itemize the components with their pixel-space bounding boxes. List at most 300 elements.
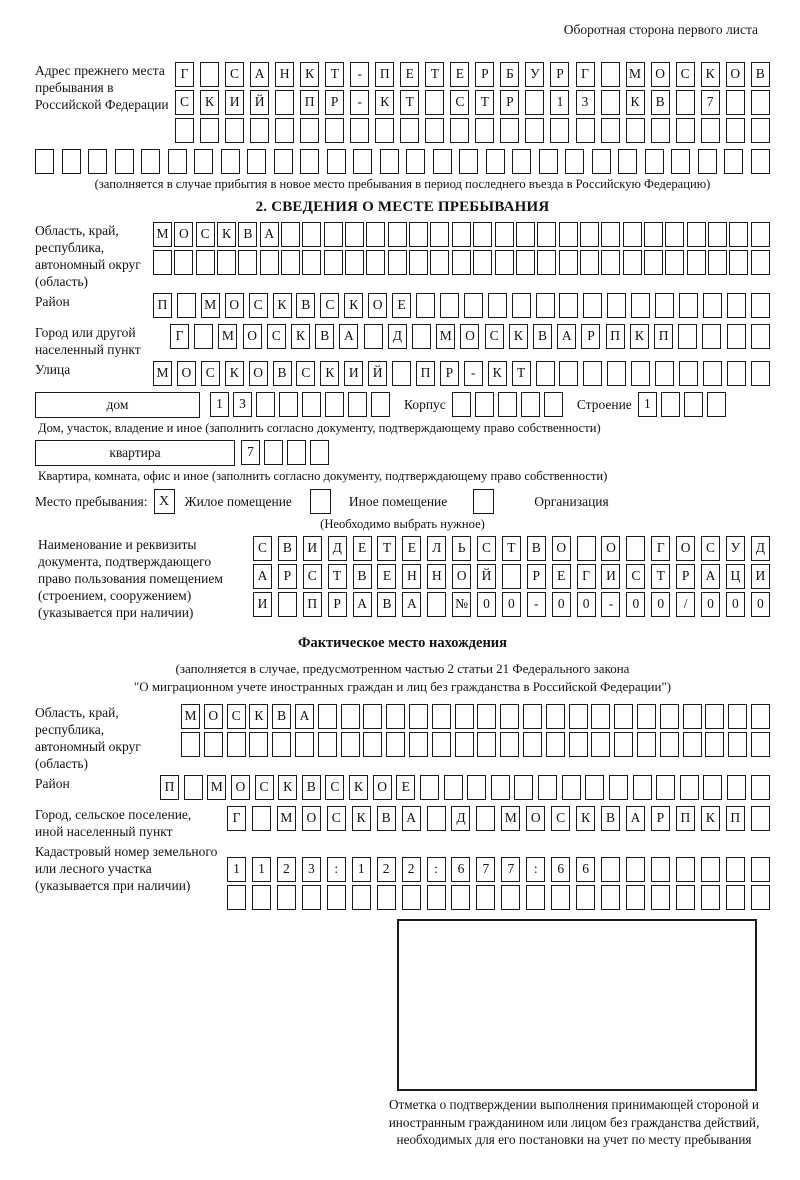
char-cell[interactable]: В	[315, 324, 334, 349]
char-cell[interactable]: К	[509, 324, 528, 349]
char-cell[interactable]	[430, 250, 449, 275]
char-cell[interactable]	[536, 361, 555, 386]
char-cell[interactable]	[607, 293, 626, 318]
char-cell[interactable]: С	[477, 536, 496, 561]
char-cell[interactable]: /	[676, 592, 695, 617]
char-cell[interactable]: К	[273, 293, 292, 318]
char-cell[interactable]	[727, 361, 746, 386]
char-cell[interactable]: А	[626, 806, 645, 831]
char-cell[interactable]	[562, 775, 581, 800]
char-cell[interactable]: К	[217, 222, 236, 247]
char-cell[interactable]	[665, 222, 684, 247]
char-cell[interactable]: Г	[577, 564, 596, 589]
char-cell[interactable]	[751, 250, 770, 275]
char-cell[interactable]: Р	[325, 90, 344, 115]
char-cell[interactable]: А	[250, 62, 269, 87]
char-cell[interactable]	[751, 293, 770, 318]
char-cell[interactable]	[521, 392, 540, 417]
char-cell[interactable]	[353, 149, 372, 174]
char-cell[interactable]: С	[450, 90, 469, 115]
char-cell[interactable]: -	[350, 90, 369, 115]
char-cell[interactable]	[523, 732, 542, 757]
char-cell[interactable]: С	[225, 62, 244, 87]
char-cell[interactable]	[256, 392, 275, 417]
char-cell[interactable]	[623, 250, 642, 275]
char-cell[interactable]: 3	[302, 857, 321, 882]
char-cell[interactable]	[751, 857, 770, 882]
char-cell[interactable]	[559, 293, 578, 318]
char-cell[interactable]	[601, 250, 620, 275]
char-cell[interactable]: Д	[388, 324, 407, 349]
stay-type-checkbox-other[interactable]	[310, 489, 331, 514]
char-cell[interactable]	[687, 250, 706, 275]
char-cell[interactable]	[726, 118, 745, 143]
char-cell[interactable]	[501, 885, 520, 910]
char-cell[interactable]: Ь	[452, 536, 471, 561]
char-cell[interactable]	[348, 392, 367, 417]
char-cell[interactable]: :	[526, 857, 545, 882]
char-cell[interactable]	[676, 857, 695, 882]
char-cell[interactable]	[724, 149, 743, 174]
char-cell[interactable]: Е	[400, 62, 419, 87]
char-cell[interactable]	[430, 222, 449, 247]
char-cell[interactable]: 7	[701, 90, 720, 115]
char-cell[interactable]	[525, 118, 544, 143]
char-cell[interactable]	[679, 293, 698, 318]
char-cell[interactable]: П	[300, 90, 319, 115]
char-cell[interactable]	[626, 118, 645, 143]
char-cell[interactable]	[678, 324, 697, 349]
char-cell[interactable]: 7	[241, 440, 260, 465]
char-cell[interactable]: И	[225, 90, 244, 115]
char-cell[interactable]	[645, 149, 664, 174]
char-cell[interactable]: А	[295, 704, 314, 729]
char-cell[interactable]: Т	[328, 564, 347, 589]
char-cell[interactable]: С	[196, 222, 215, 247]
char-cell[interactable]: О	[452, 564, 471, 589]
char-cell[interactable]	[264, 440, 283, 465]
char-cell[interactable]	[728, 732, 747, 757]
char-cell[interactable]: Г	[227, 806, 246, 831]
char-cell[interactable]: К	[488, 361, 507, 386]
char-cell[interactable]	[250, 118, 269, 143]
char-cell[interactable]	[591, 732, 610, 757]
char-cell[interactable]	[464, 293, 483, 318]
char-cell[interactable]: В	[533, 324, 552, 349]
char-cell[interactable]: :	[427, 857, 446, 882]
char-cell[interactable]: Л	[427, 536, 446, 561]
char-cell[interactable]	[364, 324, 383, 349]
char-cell[interactable]	[432, 704, 451, 729]
char-cell[interactable]: А	[402, 592, 421, 617]
char-cell[interactable]: Т	[502, 536, 521, 561]
char-cell[interactable]: Р	[651, 806, 670, 831]
char-cell[interactable]	[577, 536, 596, 561]
char-cell[interactable]: 0	[626, 592, 645, 617]
char-cell[interactable]	[252, 806, 271, 831]
char-cell[interactable]	[279, 392, 298, 417]
char-cell[interactable]: Ц	[726, 564, 745, 589]
char-cell[interactable]: В	[353, 564, 372, 589]
char-cell[interactable]	[631, 293, 650, 318]
char-cell[interactable]: 0	[726, 592, 745, 617]
char-cell[interactable]: О	[231, 775, 250, 800]
char-cell[interactable]: В	[601, 806, 620, 831]
char-cell[interactable]: О	[177, 361, 196, 386]
char-cell[interactable]	[703, 361, 722, 386]
char-cell[interactable]: Е	[353, 536, 372, 561]
char-cell[interactable]: К	[349, 775, 368, 800]
char-cell[interactable]: Р	[550, 62, 569, 87]
char-cell[interactable]: М	[436, 324, 455, 349]
char-cell[interactable]	[341, 704, 360, 729]
char-cell[interactable]	[225, 118, 244, 143]
char-cell[interactable]	[656, 775, 675, 800]
char-cell[interactable]: -	[350, 62, 369, 87]
char-cell[interactable]: С	[175, 90, 194, 115]
char-cell[interactable]: О	[373, 775, 392, 800]
char-cell[interactable]: П	[160, 775, 179, 800]
char-cell[interactable]: Т	[651, 564, 670, 589]
char-cell[interactable]: Д	[451, 806, 470, 831]
char-cell[interactable]: Е	[392, 293, 411, 318]
char-cell[interactable]: Й	[250, 90, 269, 115]
char-cell[interactable]	[475, 118, 494, 143]
char-cell[interactable]: М	[277, 806, 296, 831]
char-cell[interactable]: 0	[552, 592, 571, 617]
char-cell[interactable]	[416, 293, 435, 318]
char-cell[interactable]: С	[325, 775, 344, 800]
char-cell[interactable]	[200, 118, 219, 143]
char-cell[interactable]: В	[278, 536, 297, 561]
char-cell[interactable]	[473, 222, 492, 247]
char-cell[interactable]	[614, 704, 633, 729]
char-cell[interactable]	[375, 118, 394, 143]
char-cell[interactable]	[644, 250, 663, 275]
char-cell[interactable]: Е	[450, 62, 469, 87]
char-cell[interactable]	[488, 293, 507, 318]
char-cell[interactable]	[687, 222, 706, 247]
char-cell[interactable]: К	[344, 293, 363, 318]
char-cell[interactable]	[300, 118, 319, 143]
char-cell[interactable]	[644, 222, 663, 247]
char-cell[interactable]	[516, 222, 535, 247]
char-cell[interactable]: О	[302, 806, 321, 831]
char-cell[interactable]: Р	[676, 564, 695, 589]
char-cell[interactable]	[217, 250, 236, 275]
char-cell[interactable]	[502, 564, 521, 589]
char-cell[interactable]	[751, 90, 770, 115]
char-cell[interactable]	[392, 361, 411, 386]
char-cell[interactable]	[651, 118, 670, 143]
char-cell[interactable]	[409, 704, 428, 729]
char-cell[interactable]	[607, 361, 626, 386]
char-cell[interactable]	[302, 885, 321, 910]
char-cell[interactable]	[592, 149, 611, 174]
char-cell[interactable]	[194, 149, 213, 174]
char-cell[interactable]	[569, 704, 588, 729]
char-cell[interactable]: С	[227, 704, 246, 729]
char-cell[interactable]	[412, 324, 431, 349]
char-cell[interactable]	[409, 222, 428, 247]
char-cell[interactable]: И	[344, 361, 363, 386]
char-cell[interactable]	[623, 222, 642, 247]
char-cell[interactable]	[512, 293, 531, 318]
char-cell[interactable]	[546, 732, 565, 757]
char-cell[interactable]: П	[375, 62, 394, 87]
char-cell[interactable]	[409, 732, 428, 757]
char-cell[interactable]: С	[551, 806, 570, 831]
char-cell[interactable]: 1	[252, 857, 271, 882]
char-cell[interactable]: В	[527, 536, 546, 561]
char-cell[interactable]	[559, 361, 578, 386]
char-cell[interactable]	[591, 704, 610, 729]
char-cell[interactable]	[580, 222, 599, 247]
char-cell[interactable]	[194, 324, 213, 349]
char-cell[interactable]	[227, 732, 246, 757]
char-cell[interactable]: С	[626, 564, 645, 589]
char-cell[interactable]: Г	[651, 536, 670, 561]
char-cell[interactable]: Й	[477, 564, 496, 589]
char-cell[interactable]: В	[302, 775, 321, 800]
char-cell[interactable]: 7	[501, 857, 520, 882]
char-cell[interactable]	[115, 149, 134, 174]
char-cell[interactable]: 6	[451, 857, 470, 882]
char-cell[interactable]	[751, 806, 770, 831]
char-cell[interactable]	[637, 704, 656, 729]
char-cell[interactable]: В	[296, 293, 315, 318]
char-cell[interactable]: С	[320, 293, 339, 318]
char-cell[interactable]: С	[267, 324, 286, 349]
char-cell[interactable]	[701, 885, 720, 910]
char-cell[interactable]: В	[272, 704, 291, 729]
char-cell[interactable]: П	[606, 324, 625, 349]
char-cell[interactable]	[278, 592, 297, 617]
char-cell[interactable]: С	[327, 806, 346, 831]
char-cell[interactable]: Р	[475, 62, 494, 87]
char-cell[interactable]: Р	[328, 592, 347, 617]
char-cell[interactable]: С	[485, 324, 504, 349]
char-cell[interactable]	[701, 118, 720, 143]
char-cell[interactable]	[141, 149, 160, 174]
char-cell[interactable]	[88, 149, 107, 174]
char-cell[interactable]	[525, 90, 544, 115]
char-cell[interactable]	[618, 149, 637, 174]
char-cell[interactable]	[751, 149, 770, 174]
char-cell[interactable]: П	[654, 324, 673, 349]
char-cell[interactable]: А	[253, 564, 272, 589]
char-cell[interactable]: И	[253, 592, 272, 617]
char-cell[interactable]	[536, 293, 555, 318]
char-cell[interactable]	[500, 704, 519, 729]
char-cell[interactable]: 7	[476, 857, 495, 882]
char-cell[interactable]	[350, 118, 369, 143]
char-cell[interactable]	[707, 392, 726, 417]
char-cell[interactable]: А	[353, 592, 372, 617]
char-cell[interactable]	[491, 775, 510, 800]
char-cell[interactable]	[655, 361, 674, 386]
char-cell[interactable]	[366, 250, 385, 275]
char-cell[interactable]: Г	[175, 62, 194, 87]
char-cell[interactable]: О	[368, 293, 387, 318]
char-cell[interactable]	[702, 324, 721, 349]
char-cell[interactable]	[476, 806, 495, 831]
char-cell[interactable]: 1	[352, 857, 371, 882]
char-cell[interactable]: М	[218, 324, 237, 349]
char-cell[interactable]	[473, 250, 492, 275]
char-cell[interactable]	[427, 806, 446, 831]
char-cell[interactable]: 1	[550, 90, 569, 115]
char-cell[interactable]: 1	[638, 392, 657, 417]
char-cell[interactable]	[277, 885, 296, 910]
char-cell[interactable]: 0	[701, 592, 720, 617]
char-cell[interactable]	[601, 885, 620, 910]
char-cell[interactable]: С	[249, 293, 268, 318]
char-cell[interactable]	[729, 250, 748, 275]
char-cell[interactable]	[177, 293, 196, 318]
char-cell[interactable]	[252, 885, 271, 910]
char-cell[interactable]: О	[460, 324, 479, 349]
char-cell[interactable]	[614, 732, 633, 757]
char-cell[interactable]	[727, 324, 746, 349]
char-cell[interactable]	[665, 250, 684, 275]
char-cell[interactable]	[751, 118, 770, 143]
char-cell[interactable]	[676, 90, 695, 115]
char-cell[interactable]	[569, 732, 588, 757]
char-cell[interactable]	[559, 250, 578, 275]
char-cell[interactable]: Т	[400, 90, 419, 115]
char-cell[interactable]: №	[452, 592, 471, 617]
char-cell[interactable]	[302, 222, 321, 247]
char-cell[interactable]: С	[701, 536, 720, 561]
char-cell[interactable]: 0	[477, 592, 496, 617]
char-cell[interactable]: Б	[500, 62, 519, 87]
char-cell[interactable]	[626, 885, 645, 910]
char-cell[interactable]	[601, 90, 620, 115]
char-cell[interactable]	[583, 293, 602, 318]
char-cell[interactable]	[380, 149, 399, 174]
char-cell[interactable]: Т	[377, 536, 396, 561]
char-cell[interactable]	[275, 118, 294, 143]
char-cell[interactable]	[341, 732, 360, 757]
char-cell[interactable]	[546, 704, 565, 729]
char-cell[interactable]	[409, 250, 428, 275]
char-cell[interactable]	[486, 149, 505, 174]
char-cell[interactable]: К	[200, 90, 219, 115]
char-cell[interactable]: А	[557, 324, 576, 349]
char-cell[interactable]: А	[701, 564, 720, 589]
char-cell[interactable]: 2	[277, 857, 296, 882]
char-cell[interactable]	[660, 732, 679, 757]
char-cell[interactable]	[275, 90, 294, 115]
char-cell[interactable]	[626, 857, 645, 882]
char-cell[interactable]: К	[701, 806, 720, 831]
char-cell[interactable]	[425, 118, 444, 143]
char-cell[interactable]: П	[416, 361, 435, 386]
char-cell[interactable]	[184, 775, 203, 800]
char-cell[interactable]: :	[327, 857, 346, 882]
char-cell[interactable]	[651, 885, 670, 910]
char-cell[interactable]: -	[464, 361, 483, 386]
char-cell[interactable]: О	[249, 361, 268, 386]
char-cell[interactable]	[238, 250, 257, 275]
char-cell[interactable]	[477, 732, 496, 757]
char-cell[interactable]: В	[377, 592, 396, 617]
char-cell[interactable]: О	[526, 806, 545, 831]
char-cell[interactable]	[366, 222, 385, 247]
char-cell[interactable]	[601, 118, 620, 143]
char-cell[interactable]	[727, 775, 746, 800]
char-cell[interactable]: 0	[651, 592, 670, 617]
char-cell[interactable]	[631, 361, 650, 386]
char-cell[interactable]	[683, 732, 702, 757]
char-cell[interactable]: 0	[577, 592, 596, 617]
char-cell[interactable]	[726, 885, 745, 910]
char-cell[interactable]: К	[249, 704, 268, 729]
char-cell[interactable]: А	[339, 324, 358, 349]
char-cell[interactable]	[495, 250, 514, 275]
char-cell[interactable]	[35, 149, 54, 174]
char-cell[interactable]	[609, 775, 628, 800]
char-cell[interactable]	[327, 149, 346, 174]
char-cell[interactable]	[62, 149, 81, 174]
char-cell[interactable]: М	[201, 293, 220, 318]
char-cell[interactable]	[705, 704, 724, 729]
char-cell[interactable]: М	[207, 775, 226, 800]
char-cell[interactable]: О	[243, 324, 262, 349]
char-cell[interactable]: К	[626, 90, 645, 115]
char-cell[interactable]: К	[291, 324, 310, 349]
char-cell[interactable]: О	[225, 293, 244, 318]
char-cell[interactable]	[637, 732, 656, 757]
char-cell[interactable]	[500, 118, 519, 143]
char-cell[interactable]: Р	[440, 361, 459, 386]
char-cell[interactable]: С	[296, 361, 315, 386]
char-cell[interactable]: К	[630, 324, 649, 349]
char-cell[interactable]: И	[751, 564, 770, 589]
char-cell[interactable]: 0	[502, 592, 521, 617]
char-cell[interactable]: К	[300, 62, 319, 87]
char-cell[interactable]	[227, 885, 246, 910]
char-cell[interactable]: М	[501, 806, 520, 831]
char-cell[interactable]	[705, 732, 724, 757]
char-cell[interactable]	[655, 293, 674, 318]
char-cell[interactable]	[475, 392, 494, 417]
char-cell[interactable]	[661, 392, 680, 417]
char-cell[interactable]	[729, 222, 748, 247]
char-cell[interactable]: Н	[402, 564, 421, 589]
char-cell[interactable]	[287, 440, 306, 465]
char-cell[interactable]: К	[278, 775, 297, 800]
char-cell[interactable]	[302, 392, 321, 417]
char-cell[interactable]	[247, 149, 266, 174]
char-cell[interactable]: М	[153, 222, 172, 247]
char-cell[interactable]: -	[601, 592, 620, 617]
char-cell[interactable]	[363, 704, 382, 729]
char-cell[interactable]	[310, 440, 329, 465]
char-cell[interactable]	[477, 704, 496, 729]
char-cell[interactable]	[455, 704, 474, 729]
char-cell[interactable]	[708, 250, 727, 275]
char-cell[interactable]: А	[402, 806, 421, 831]
char-cell[interactable]	[302, 250, 321, 275]
char-cell[interactable]	[651, 857, 670, 882]
char-cell[interactable]	[300, 149, 319, 174]
char-cell[interactable]	[583, 361, 602, 386]
char-cell[interactable]: М	[153, 361, 172, 386]
char-cell[interactable]: И	[601, 564, 620, 589]
char-cell[interactable]	[526, 885, 545, 910]
